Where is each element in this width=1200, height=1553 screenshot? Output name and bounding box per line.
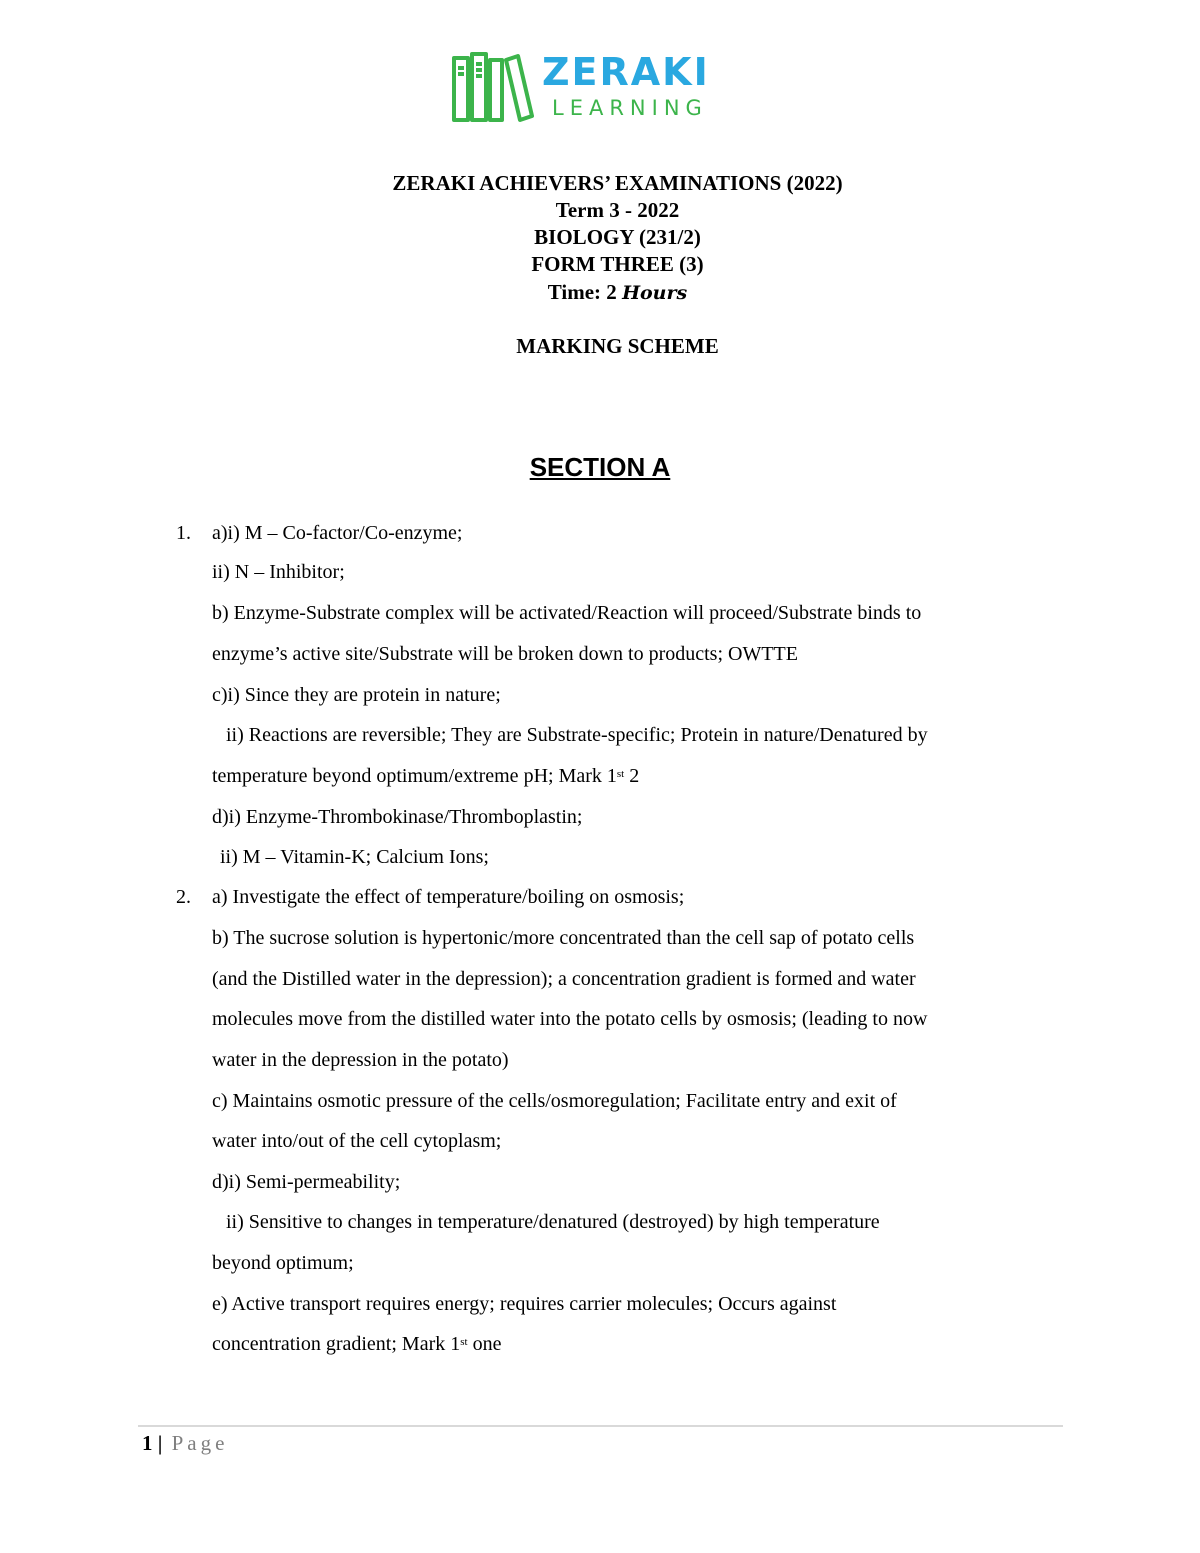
q2-d-ii-line1: ii) Sensitive to changes in temperature/denatured (destroyed) by high temperature xyxy=(226,1211,880,1233)
q1-c-ii-line1: ii) Reactions are reversible; They are Substrate-specific; Protein in nature/Denatured by xyxy=(226,724,928,746)
page-footer xyxy=(142,1430,228,1456)
exam-form: FORM THREE (3) xyxy=(531,252,704,276)
logo-subtitle: LEARNING xyxy=(552,96,708,120)
q2-b-line4: water in the depression in the potato) xyxy=(212,1049,509,1071)
q2-a: a) Investigate the effect of temperature/boiling on osmosis; xyxy=(212,886,685,908)
q2-c-line1: c) Maintains osmotic pressure of the cells/osmoregulation; Facilitate entry and exit of xyxy=(212,1090,897,1112)
q2-b-line2: (and the Distilled water in the depression); a concentration gradient is formed and water xyxy=(212,968,916,990)
marking-scheme-title: MARKING SCHEME xyxy=(516,334,719,358)
q1-c-ii-line2 xyxy=(212,763,639,789)
time-label: Time: 2 xyxy=(547,280,623,304)
time-unit: Hours xyxy=(622,282,688,304)
page-word: Page xyxy=(162,1431,229,1455)
page-number: 1 | xyxy=(142,1431,163,1455)
q1-b-line2: enzyme’s active site/Substrate will be broken down to products; OWTTE xyxy=(212,643,798,665)
q2-e-text-end: one xyxy=(467,1333,502,1355)
footer-divider xyxy=(138,1425,1063,1427)
superscript-st: st xyxy=(460,1336,468,1348)
logo-brand: ZERAKI xyxy=(542,50,710,94)
q2-e-text: concentration gradient; Mark 1 xyxy=(212,1333,461,1355)
q2-b-line1: b) The sucrose solution is hypertonic/more concentrated than the cell sap of potato cells xyxy=(212,927,915,949)
zeraki-logo xyxy=(450,50,740,126)
section-title: SECTION A xyxy=(529,452,671,482)
q2-e-line2 xyxy=(212,1331,501,1357)
exam-subject: BIOLOGY (231/2) xyxy=(534,225,701,249)
q2-b-line3: molecules move from the distilled water into the potato cells by osmosis; (leading to now xyxy=(212,1008,928,1030)
question-2-number: 2. xyxy=(176,886,191,908)
exam-term: Term 3 - 2022 xyxy=(555,198,680,222)
superscript-st: st xyxy=(616,768,625,780)
exam-time xyxy=(0,279,1200,307)
q1-a-ii: ii) N – Inhibitor; xyxy=(212,561,345,583)
q1-b-line1: b) Enzyme-Substrate complex will be activated/Reaction will proceed/Substrate binds to xyxy=(212,602,922,624)
q1-a-i: a)i) M – Co-factor/Co-enzyme; xyxy=(212,522,463,544)
exam-title: ZERAKI ACHIEVERS’ EXAMINATIONS (2022) xyxy=(392,171,843,195)
question-1-number: 1. xyxy=(176,522,191,544)
q2-d-i: d)i) Semi-permeability; xyxy=(212,1171,401,1193)
q1-d-i: d)i) Enzyme-Thrombokinase/Thromboplastin; xyxy=(212,806,583,828)
q1-c-ii-text: temperature beyond optimum/extreme pH; Mark 1 xyxy=(212,765,617,787)
q2-c-line2: water into/out of the cell cytoplasm; xyxy=(212,1130,502,1152)
q1-d-ii: ii) M – Vitamin-K; Calcium Ions; xyxy=(220,846,489,868)
q1-c-ii-text-end: 2 xyxy=(624,765,640,787)
q2-e-line1: e) Active transport requires energy; requires carrier molecules; Occurs against xyxy=(212,1293,837,1315)
q2-d-ii-line2: beyond optimum; xyxy=(212,1252,354,1274)
books-icon xyxy=(450,50,534,126)
q1-c-i: c)i) Since they are protein in nature; xyxy=(212,684,501,706)
